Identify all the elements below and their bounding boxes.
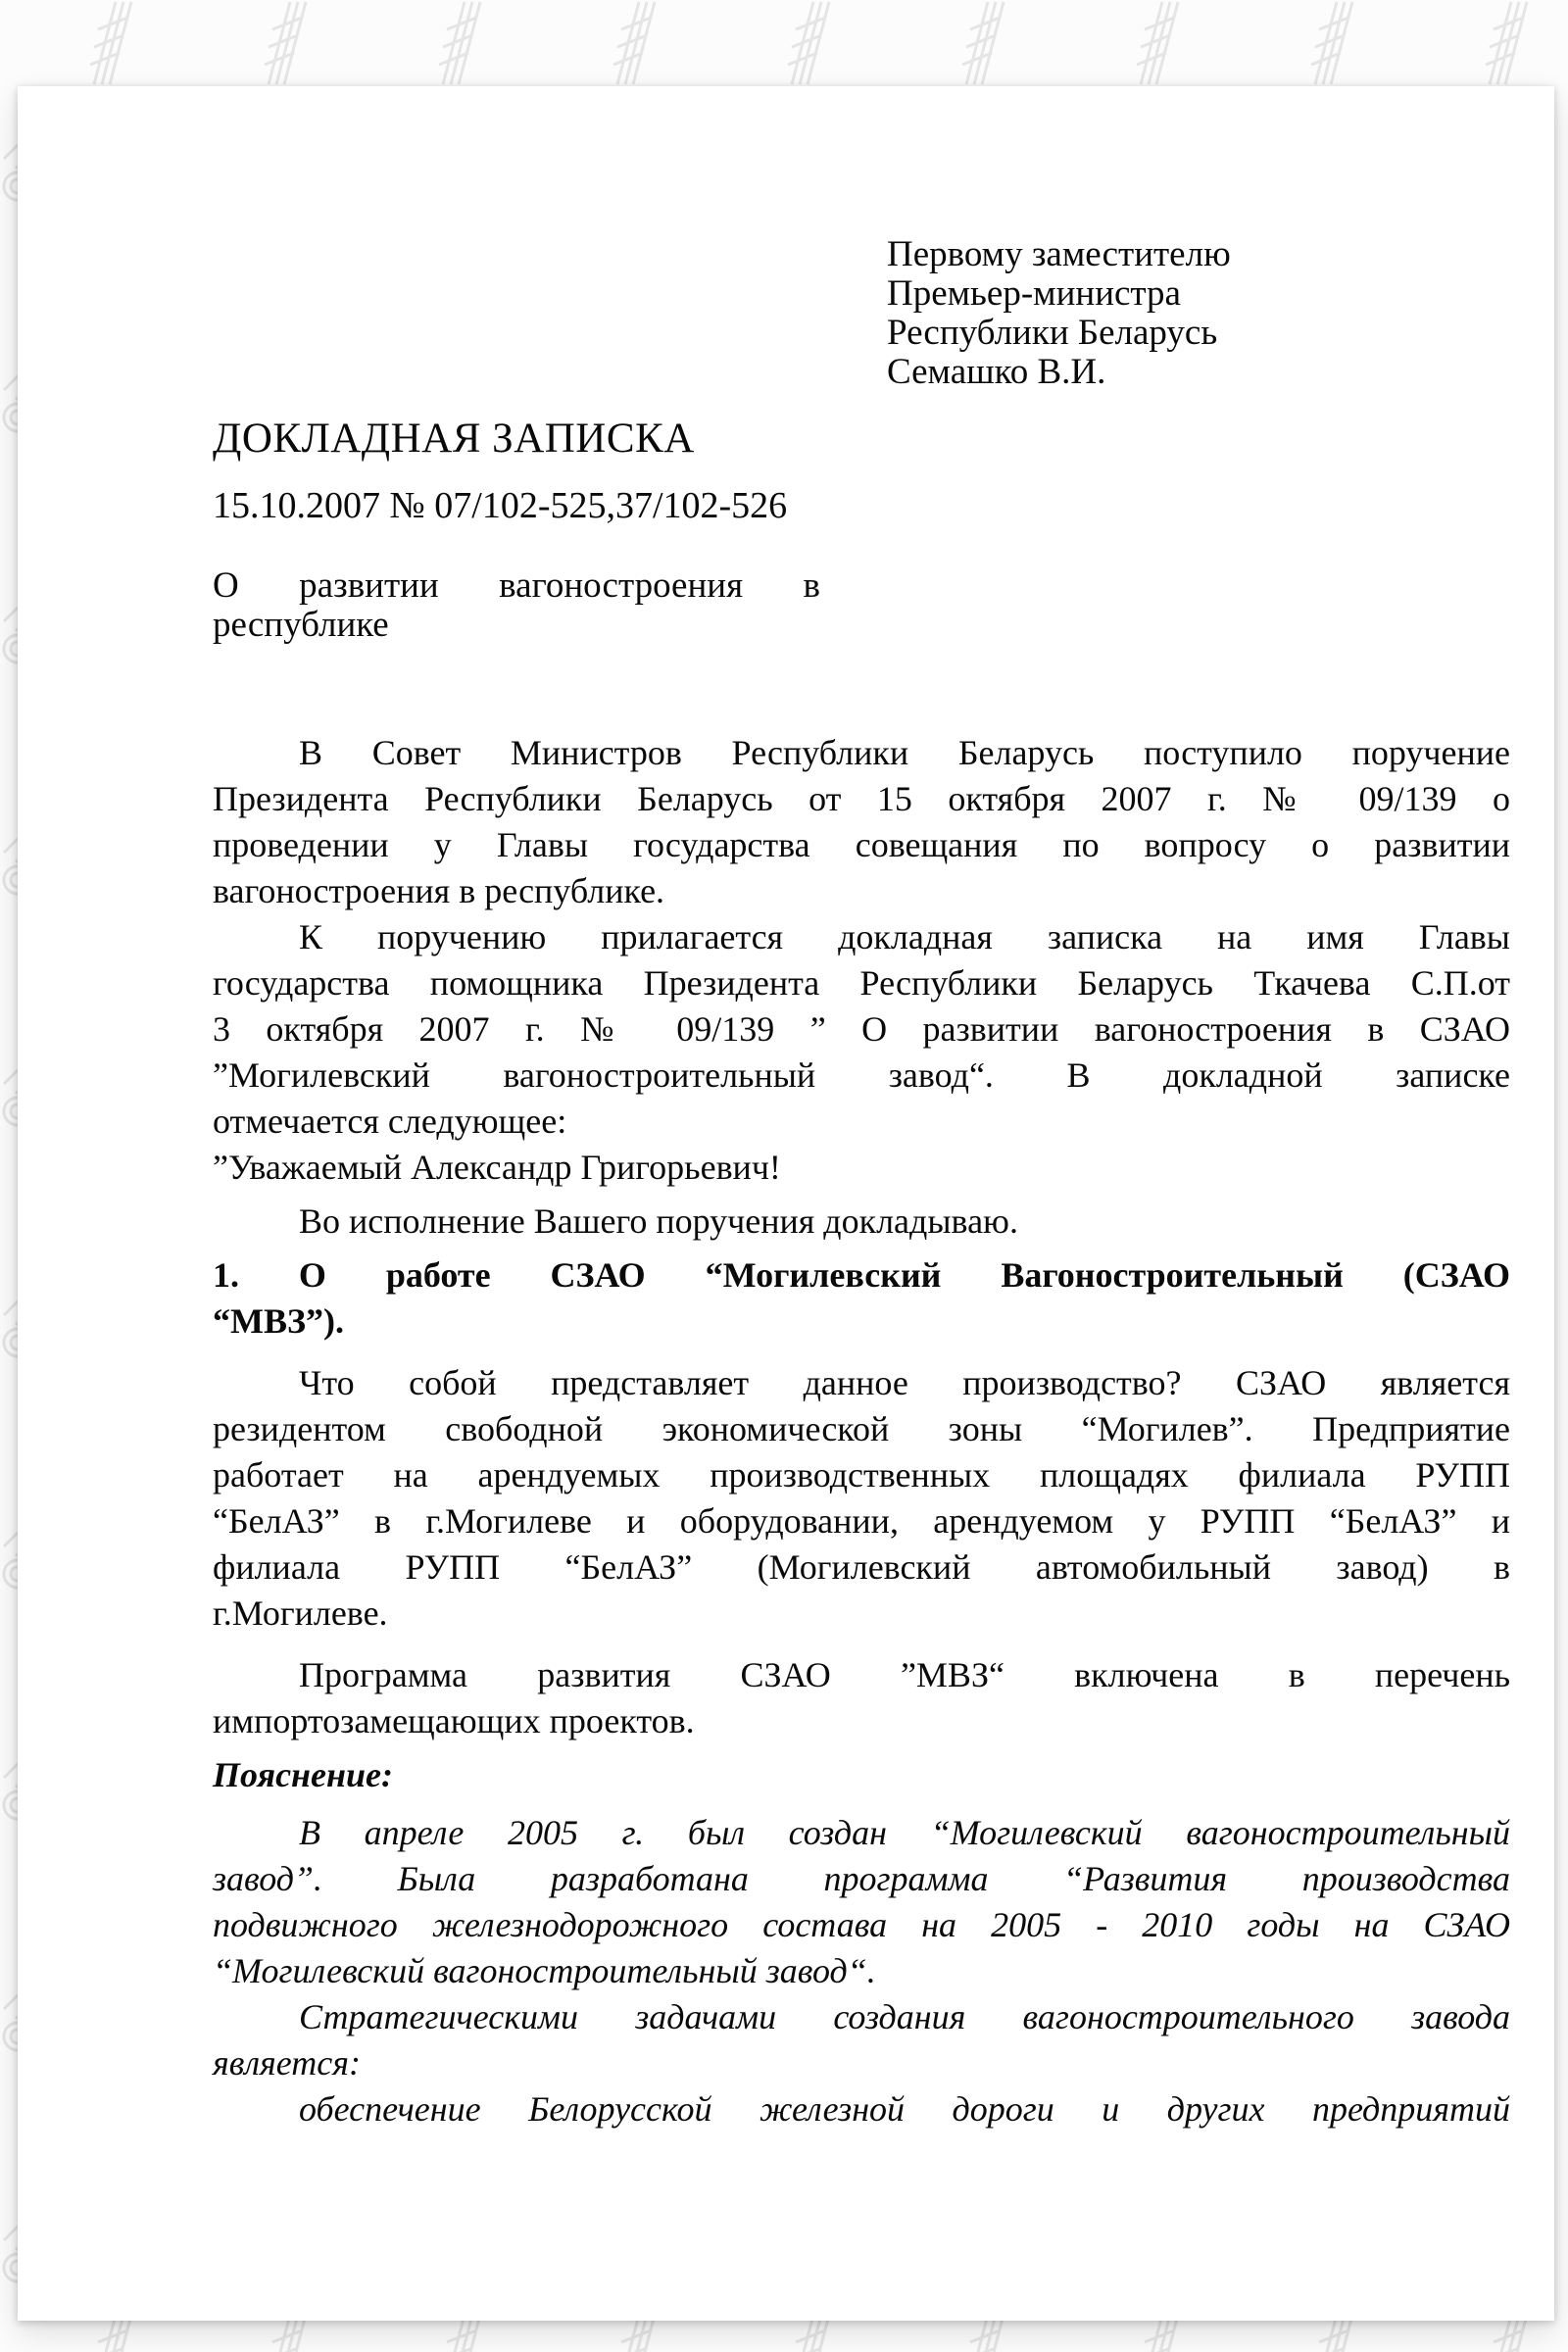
paragraph-line: государства помощника Президента Республики Беларусь Ткачева С.П.от	[213, 963, 1510, 1003]
paragraph-line: 3 октября 2007 г. № 09/139 ” О развитии вагоностроения в СЗАО	[213, 1009, 1510, 1049]
paragraph-line: В апреле 2005 г. был создан “Могилевский вагоностроительный	[299, 1813, 1510, 1852]
paragraph-line: “Могилевский вагоностроительный завод“.	[213, 1951, 876, 1990]
paragraph-line: В Совет Министров Республики Беларусь поступило поручение	[299, 733, 1510, 772]
paragraph-line: подвижного железнодорожного состава на 2005 - 2010 годы на СЗАО	[213, 1905, 1510, 1944]
explanation-label: Пояснение:	[213, 1755, 393, 1794]
section-heading-line: 1. О работе СЗАО “Могилевский Вагоностроительный (СЗАО	[213, 1255, 1510, 1295]
addressee-line: Семашко В.И.	[887, 352, 1106, 392]
paragraph-line: отмечается следующее:	[213, 1102, 567, 1141]
paragraph-line: вагоностроения в республике.	[213, 871, 665, 910]
addressee-line: Премьер-министра	[887, 273, 1181, 314]
paragraph-line: Что собой представляет данное производство? СЗАО является	[299, 1363, 1510, 1402]
document-page	[18, 86, 1554, 2321]
paragraph-line: г.Могилеве.	[213, 1593, 388, 1633]
salutation-line: ”Уважаемый Александр Григорьевич!	[213, 1148, 781, 1187]
paragraph-line: Программа развития СЗАО ”МВЗ“ включена в перечень	[299, 1655, 1510, 1694]
report-intro-line: Во исполнение Вашего поручения докладываю.	[299, 1201, 1018, 1241]
paragraph-line: импортозамещающих проектов.	[213, 1701, 695, 1740]
paragraph-line: Президента Республики Беларусь от 15 октября 2007 г. № 09/139 о	[213, 779, 1510, 818]
document-title: ДОКЛАДНАЯ ЗАПИСКА	[213, 416, 695, 462]
paragraph-line: “БелАЗ” в г.Могилеве и оборудовании, арендуемом у РУПП “БелАЗ” и	[213, 1501, 1510, 1541]
paragraph-line: является:	[213, 2043, 361, 2082]
document-subject: О развитии вагоностроения в республике	[213, 565, 820, 645]
document-ref-number: 15.10.2007 № 07/102-525,37/102-526	[213, 485, 788, 526]
paragraph-line: проведении у Главы государства совещания по вопросу о развитии	[213, 825, 1510, 864]
paragraph-line: ”Могилевский вагоностроительный завод“. В докладной записке	[213, 1055, 1510, 1095]
paragraph-line: филиала РУПП “БелАЗ” (Могилевский автомобильный завод) в	[213, 1547, 1510, 1587]
paragraph-line: К поручению прилагается докладная записка на имя Главы	[299, 917, 1510, 956]
paragraph-line: обеспечение Белорусской железной дороги и других предприятий	[299, 2089, 1510, 2129]
paragraph-line: Стратегическими задачами создания вагоностроительного завода	[299, 1997, 1510, 2036]
paragraph-line: завод”. Была разработана программа “Развития производства	[213, 1859, 1510, 1898]
paragraph-line: резидентом свободной экономической зоны “Могилев”. Предприятие	[213, 1409, 1510, 1448]
section-heading-line: “МВЗ”).	[213, 1301, 344, 1341]
paragraph-line: работает на арендуемых производственных площадях филиала РУПП	[213, 1455, 1510, 1494]
addressee-block	[887, 235, 1308, 392]
addressee-line: Первому заместителю	[887, 234, 1231, 274]
document-body	[213, 730, 1510, 2132]
addressee-line: Республики Беларусь	[887, 313, 1218, 353]
